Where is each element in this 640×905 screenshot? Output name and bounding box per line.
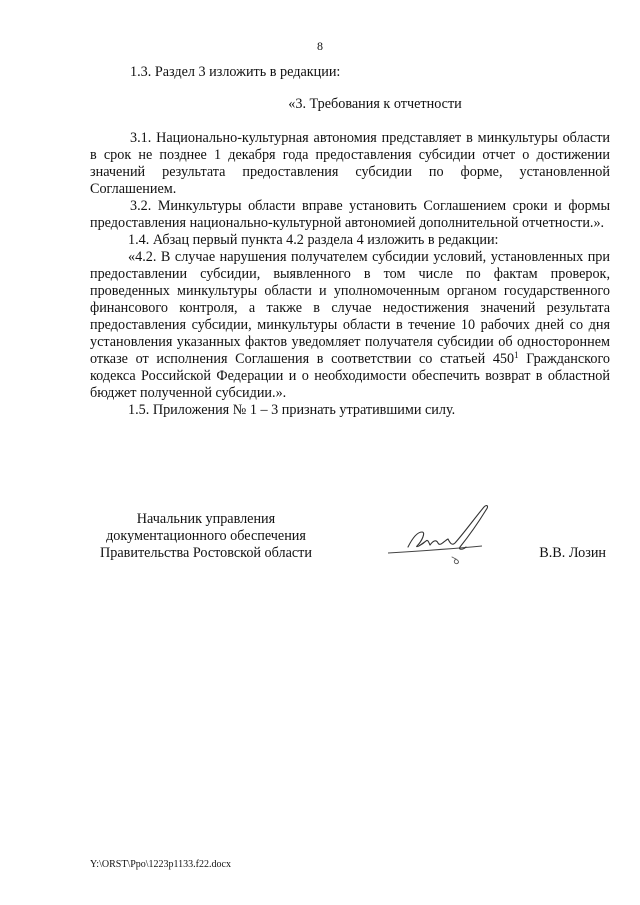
handwritten-signature (360, 499, 500, 579)
paragraph-3-1: 3.1. Национально-культурная автономия представляет в минкультуры области в срок не позднее 1 декабря года предоставления субсидии отчет о достижении значений результата предоставления субсидии по форме, установленной Соглашением. (90, 130, 610, 197)
signatory-title (90, 511, 322, 562)
paragraph-3-2: 3.2. Минкультуры области вправе установить Соглашением сроки и формы предоставления национально-культурной автономией дополнительной отчетности.». (90, 198, 610, 231)
section-title: «3. Требования к отчетности (288, 96, 462, 112)
signature-block (90, 511, 610, 571)
paragraph-4-2 (90, 249, 610, 402)
page-number: 8 (317, 39, 323, 53)
paragraph-1-5: 1.5. Приложения № 1 – 3 признать утратившими силу. (128, 402, 456, 418)
footer-file-path: Y:\ORST\Ppo\1223p1133.f22.docx (90, 859, 231, 870)
paragraph-4-2-text: «4.2. В случае нарушения получателем субсидии условий, установленных при предоставлении субсидии, выявленного в том числе по фактам проверок, проведенных минкультуры области и уполномоченным органом государственного финансового контроля, а также в случае недостижения значений результата предоставления субсидии, минкультуры области в течение 10 рабочих дней со дня установления указанных фактов уведомляет получателя субсидии об одностороннем отказе от исполнения Соглашения в соответствии со статьей 450 (90, 249, 610, 367)
paragraph-1-4: 1.4. Абзац первый пункта 4.2 раздела 4 изложить в редакции: (128, 232, 499, 248)
signatory-title-line-2: документационного обеспечения (106, 528, 306, 544)
paragraph-4-2-text-end: Гражданского кодекса Российской Федерации и о необходимости обеспечить возврат в областной бюджет полученной субсидии.». (90, 351, 610, 401)
signatory-title-line-3: Правительства Ростовской области (100, 545, 312, 561)
paragraph-1-3: 1.3. Раздел 3 изложить в редакции: (130, 64, 341, 80)
signatory-name: В.В. Лозин (539, 545, 606, 561)
signatory-title-line-1: Начальник управления (136, 511, 276, 527)
document-body (90, 64, 610, 419)
article-superscript: 1 (514, 350, 519, 360)
